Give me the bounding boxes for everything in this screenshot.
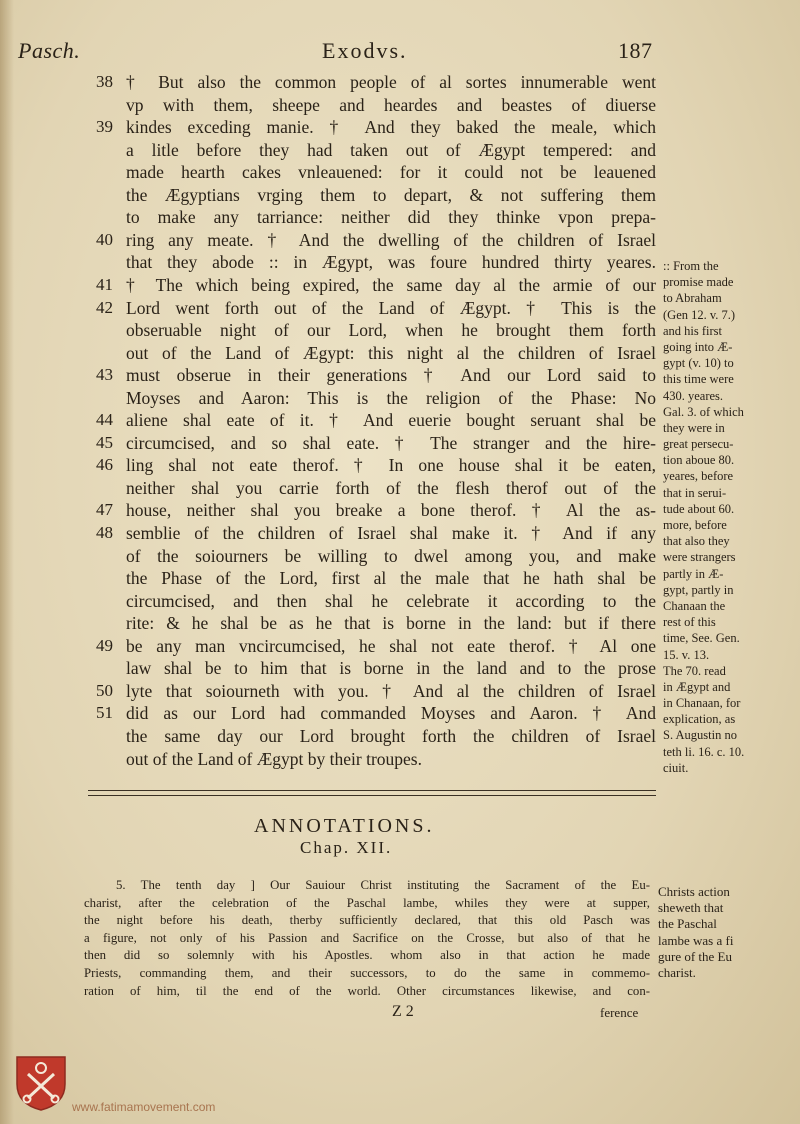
verse-number: 49: [96, 635, 113, 655]
annotations-chapter: Chap. XII.: [300, 838, 393, 857]
annotation-margin-line: sheweth that: [658, 900, 724, 916]
verse-number: 50: [96, 680, 113, 700]
text-line: a litle before they had taken out of Ægypt tempered: and: [126, 139, 656, 160]
margin-note-line: :: From the: [663, 259, 719, 273]
text-line: ring any meate. † And the dwelling of the children of Israel: [126, 229, 656, 250]
verse-number: 43: [96, 365, 113, 385]
text-line: rite: & he shal be as he that is borne in the land: but if there: [126, 613, 656, 634]
annotation-line: the night before his death, therby sufficiently declared, that this old Pasch was: [84, 913, 650, 928]
margin-note-line: going into Æ-: [663, 339, 733, 354]
margin-note-line: time, See. Gen.: [663, 631, 740, 646]
verse-number: 47: [96, 500, 113, 520]
margin-note-line: gypt, partly in: [663, 582, 734, 597]
annotation-line: then did so solemnly with his Apostles. whom also in that action he made: [84, 948, 650, 963]
verse-number: 46: [96, 455, 113, 475]
text-line: obseruable night of our Lord, when he brought them forth: [126, 320, 656, 341]
verse-number: 41: [96, 274, 113, 294]
margin-note-line: tude about 60.: [663, 501, 735, 516]
margin-note-line: and his first: [663, 323, 723, 338]
margin-note-line: great persecu-: [663, 437, 734, 452]
signature-mark: Z 2: [392, 1003, 414, 1020]
text-line: circumcised, and so shal eate. † The stranger and the hire-: [126, 432, 656, 453]
text-line: the Ægyptians vrging them to depart, & not suffering them: [126, 184, 656, 205]
text-line: † The which being expired, the same day al the armie of our: [126, 274, 656, 295]
text-line: lyte that soiourneth with you. † And al the children of Israel: [126, 680, 656, 701]
page-number: 187: [618, 38, 653, 63]
margin-note-line: they were in: [663, 420, 725, 435]
text-line: the same day our Lord brought forth the children of Israel: [126, 725, 656, 746]
verse-number: 44: [96, 410, 113, 430]
text-line: Lord went forth out of the Land of Ægypt. † This is the: [126, 297, 656, 318]
margin-note-line: promise made: [663, 275, 734, 290]
margin-note-line: S. Augustin no: [663, 728, 737, 743]
gutter-shadow: [0, 0, 14, 1124]
text-line: kindes exceding manie. † And they baked the meale, which: [126, 117, 656, 138]
margin-note-line: (Gen 12. v. 7.): [663, 307, 736, 322]
verse-number: 48: [96, 523, 113, 542]
text-line: did as our Lord had commanded Moyses and Aaron. † And: [126, 703, 656, 724]
verse-number: 40: [96, 229, 113, 249]
margin-note-line: explication, as: [663, 712, 736, 727]
margin-note-line: tion aboue 80.: [663, 453, 735, 468]
margin-note-line: 430. yeares.: [663, 388, 724, 403]
text-line: semblie of the children of Israel shal make it. † And if any: [126, 523, 656, 543]
annotation-line: charist, after the celebration of the Paschal lambe, whiles they were at supper,: [84, 895, 650, 910]
catchword: ference: [600, 1005, 639, 1020]
annotation-line: Priests, commanding them, and their successors, to do the same in commemo-: [84, 966, 650, 980]
verse-number: 42: [96, 297, 113, 317]
annotation-margin-line: gure of the Eu: [658, 948, 733, 964]
margin-note-line: were strangers: [663, 550, 736, 565]
margin-note-line: partly in Æ-: [663, 566, 724, 581]
text-line: to make any tarriance: neither did they thinke vpon prepa-: [126, 207, 656, 228]
section-rule-thin: [88, 795, 656, 796]
annotation-margin-line: lambe was a fi: [658, 932, 734, 948]
margin-note: [663, 258, 793, 776]
margin-note-line: Gal. 3. of which: [663, 404, 744, 419]
margin-note-line: in Ægypt and: [663, 679, 731, 694]
margin-note-line: gypt (v. 10) to: [663, 356, 734, 371]
text-line: † But also the common people of al sortes innumerable went: [126, 72, 656, 92]
text-line: house, neither shal you breake a bone therof. † Al the as-: [126, 500, 656, 521]
margin-note-line: yeares, before: [663, 469, 734, 484]
text-line: be any man vncircumcised, he shal not eate therof. † Al one: [126, 635, 656, 656]
verse-number: 45: [96, 432, 113, 452]
text-line: out of the Land of Ægypt by their troupes.: [126, 748, 422, 769]
text-line: aliene shal eate of it. † And euerie bought seruant shal be: [126, 410, 656, 431]
annotation-line: 5. The tenth day ] Our Sauiour Christ instituting the Sacrament of the Eu-: [116, 878, 650, 892]
annotations-title: ANNOTATIONS.: [254, 815, 435, 837]
annotation-margin-line: the Paschal: [658, 916, 717, 932]
text-line: Moyses and Aaron: This is the religion of the Phase: No: [126, 387, 656, 408]
margin-note-line: in Chanaan, for: [663, 696, 741, 711]
text-line: ling shal not eate therof. † In one house shal it be eaten,: [126, 455, 656, 476]
verse-number: 38: [96, 72, 113, 91]
text-line: must obserue in their generations † And our Lord said to: [126, 365, 656, 386]
margin-note-line: The 70. read: [663, 663, 726, 678]
text-line: that they abode :: in Ægypt, was foure hundred thirty yeares.: [126, 252, 656, 273]
margin-note-line: that also they: [663, 534, 730, 549]
text-line: of the soiourners be willing to dwel among you, and make: [126, 545, 656, 566]
margin-note-line: ciuit.: [663, 760, 689, 775]
papal-keys-logo-icon: [14, 1054, 68, 1112]
margin-note-line: that in serui-: [663, 485, 727, 500]
margin-note-line: more, before: [663, 518, 727, 532]
text-line: vp with them, sheepe and heardes and beastes of diuerse: [126, 94, 656, 115]
annotation-line: a figure, not only of his Passion and Sacrifice on the Crosse, but also of that he: [84, 930, 650, 945]
watermark-url: www.fatimamovement.com: [72, 1100, 216, 1114]
section-rule: [88, 790, 656, 791]
margin-note-line: rest of this: [663, 615, 716, 630]
running-head-title: Exodvs.: [322, 38, 408, 63]
text-line: law shal be to him that is borne in the land and to the prose: [126, 658, 656, 679]
margin-note-line: Chanaan the: [663, 598, 726, 613]
running-head-left: Pasch.: [18, 38, 81, 63]
text-line: out of the Land of Ægypt: this night al the children of Israel: [126, 342, 656, 363]
text-line: circumcised, and then shal he celebrate it according to the: [126, 590, 656, 611]
margin-note-line: to Abraham: [663, 291, 722, 306]
text-line: neither shal you carrie forth of the flesh therof out of the: [126, 477, 656, 498]
margin-note-line: this time were: [663, 372, 734, 387]
text-line: the Phase of the Lord, first al the male that he hath shal be: [126, 568, 656, 589]
margin-note-line: 15. v. 13.: [663, 647, 710, 662]
text-line: made hearth cakes vnleauened: for it could not be leauened: [126, 162, 656, 183]
annotations-margin-note: [658, 884, 788, 981]
verse-number: 51: [96, 703, 113, 723]
annotation-line: ration of him, til the end of the world. Other circumstances likewise, and con-: [84, 983, 650, 998]
margin-note-line: teth li. 16. c. 10.: [663, 744, 745, 759]
annotation-margin-line: charist.: [658, 964, 696, 980]
verse-number: 39: [96, 117, 113, 137]
annotation-margin-line: Christs action: [658, 884, 730, 899]
